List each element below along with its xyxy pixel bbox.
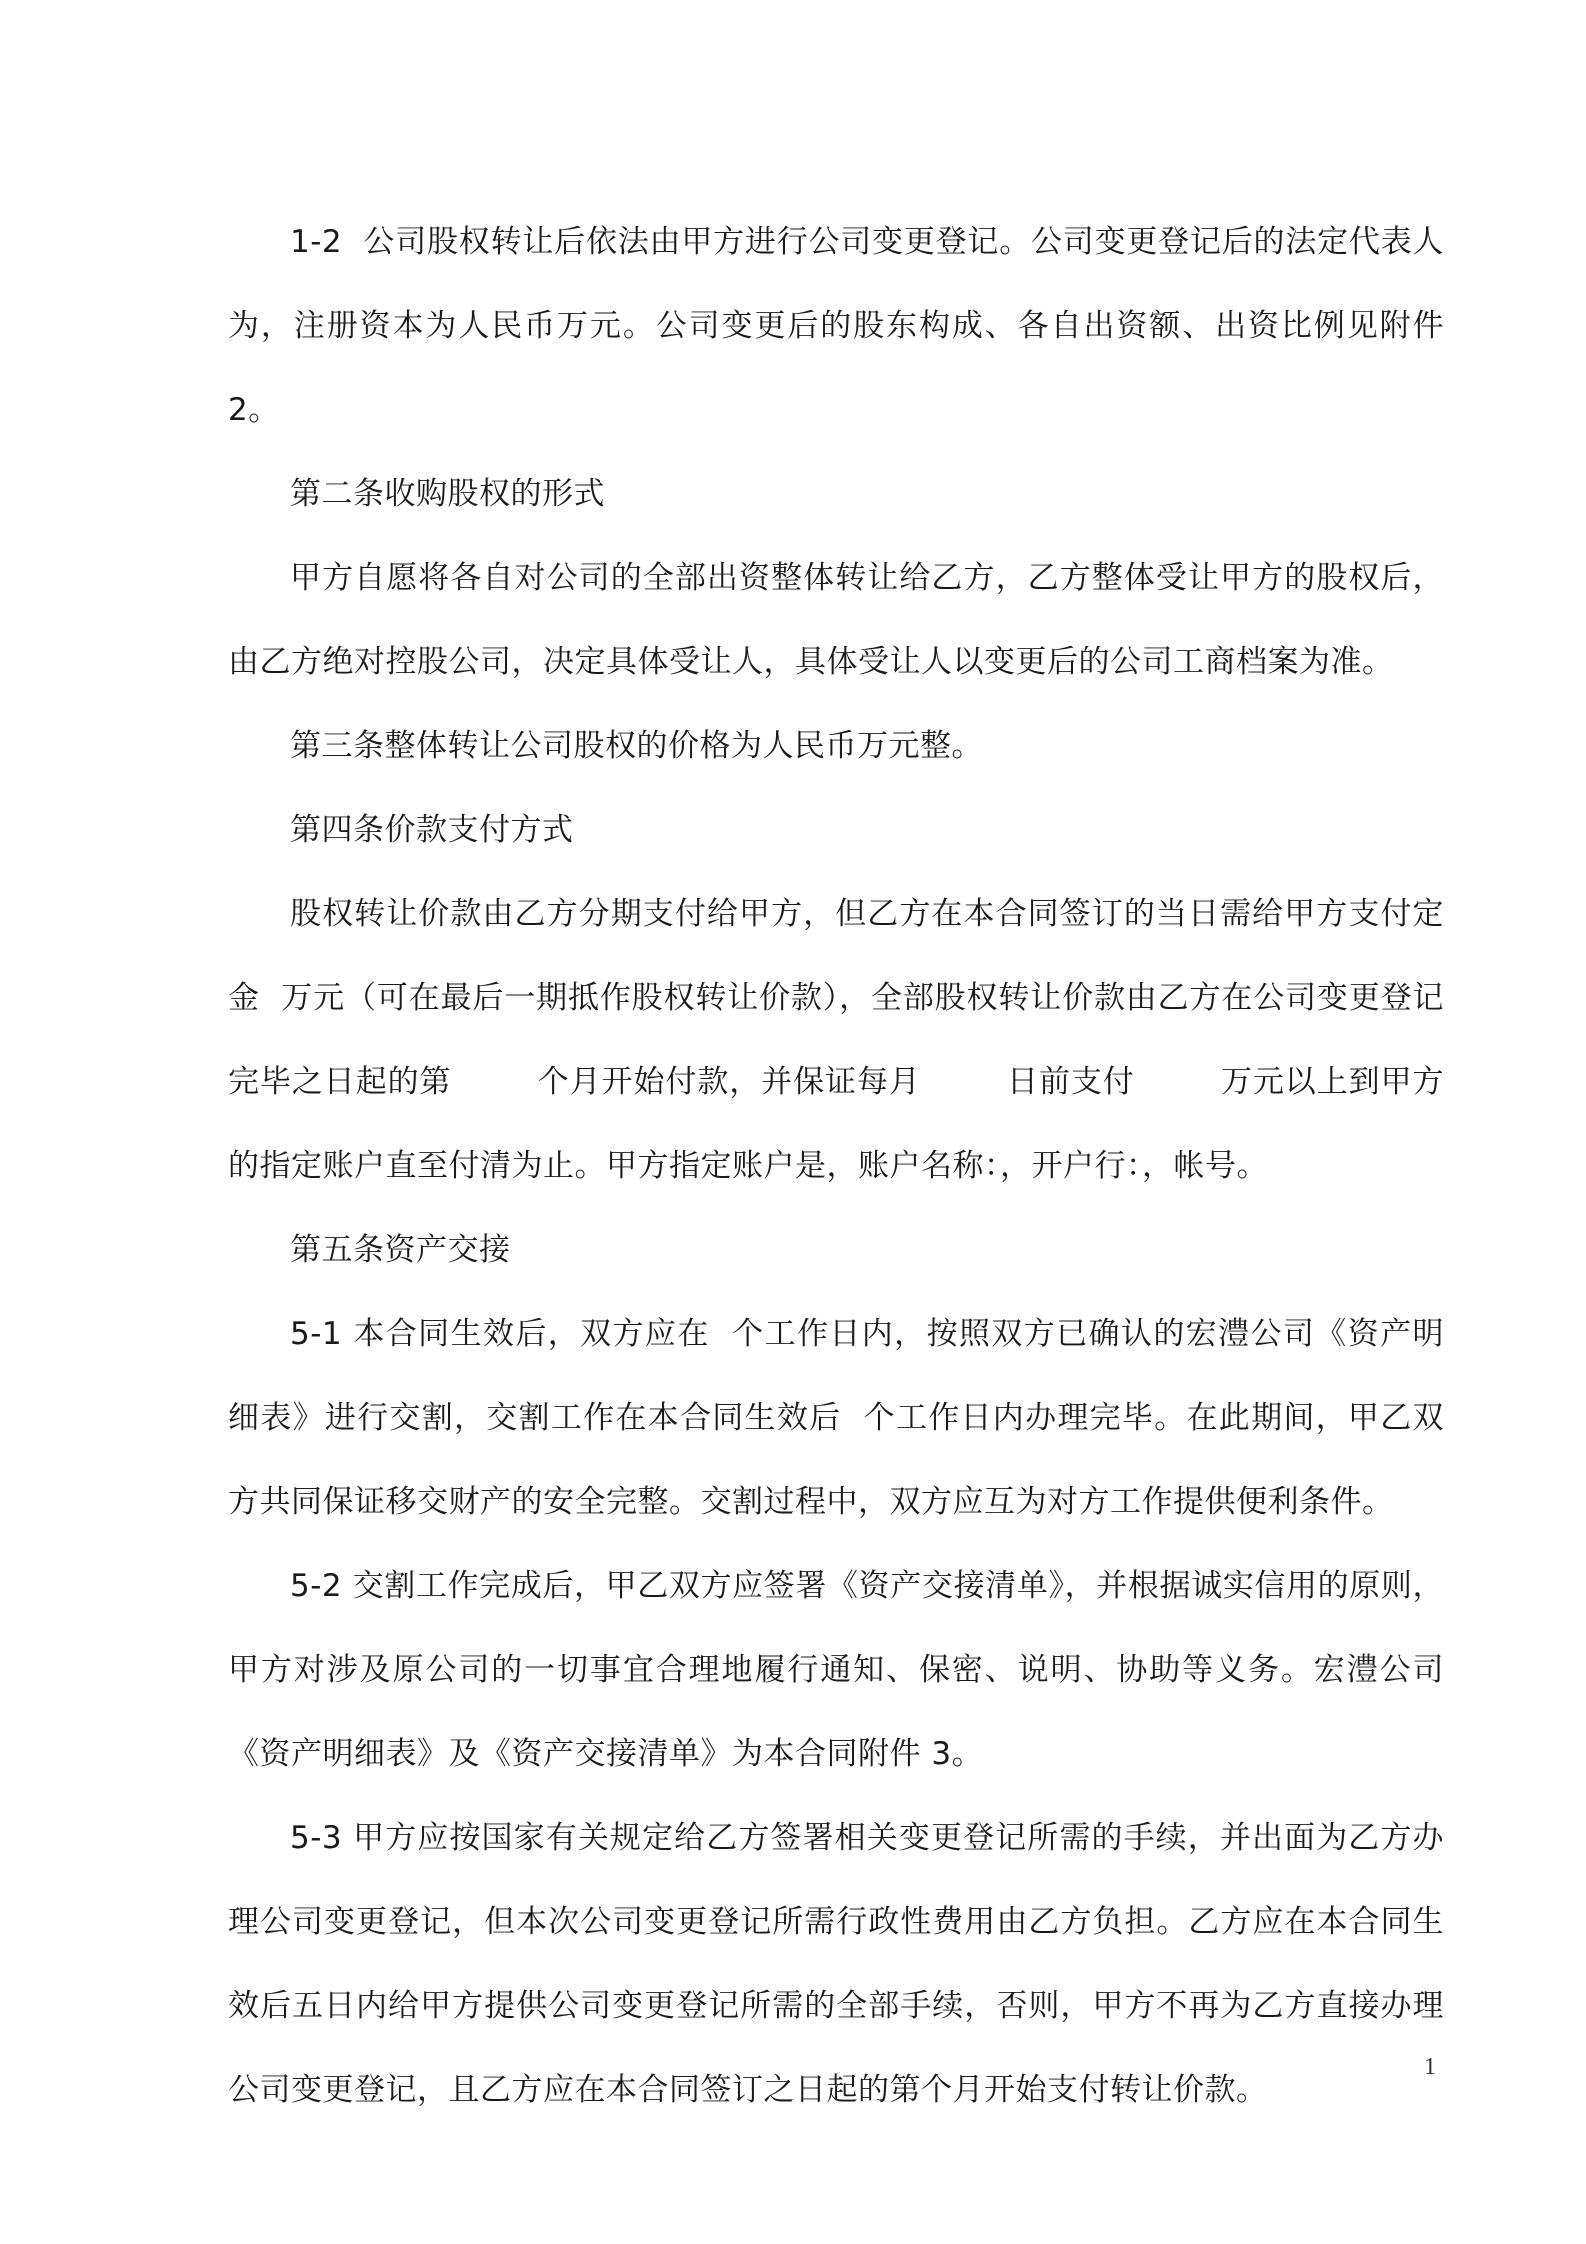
paragraph-5-2: 5-2 交割工作完成后，甲乙双方应签署《资产交接清单》，并根据诚实信用的原则，甲方对涉及原公司的一切事宜合理地履行通知、保密、说明、协助等义务。宏澧公司《资产明细表》及《资产交接清单》为本合同附件 3。 <box>228 1568 1444 1772</box>
paragraph-article-3: 第三条整体转让公司股权的价格为人民币万元整。 <box>290 728 983 764</box>
paragraph-1-2: 1-2 公司股权转让后依法由甲方进行公司变更登记。公司变更登记后的法定代表人为，注册资本为人民币万元。公司变更后的股东构成、各自出资额、出资比例见附件 2。 <box>228 224 1455 428</box>
document-body <box>228 200 1455 2132</box>
paragraph-5-1: 5-1 本合同生效后，双方应在 个工作日内，按照双方已确认的宏澧公司《资产明细表》进行交割，交割工作在本合同生效后 个工作日内办理完毕。在此期间，甲乙双方共同保证移交财产的安全完整。交割过程中，双方应互为对方工作提供便利条件。 <box>228 1316 1444 1520</box>
paragraph-5-3: 5-3 甲方应按国家有关规定给乙方签署相关变更登记所需的手续，并出面为乙方办理公司变更登记，但本次公司变更登记所需行政性费用由乙方负担。乙方应在本合同生效后五日内给甲方提供公司变更登记所需的全部手续，否则，甲方不再为乙方直接办理公司变更登记，且乙方应在本合同签订之日起的第个月开始支付转让价款。 <box>228 1820 1444 2108</box>
paragraph-article-2: 甲方自愿将各自对公司的全部出资整体转让给乙方，乙方整体受让甲方的股权后，由乙方绝对控股公司，决定具体受让人，具体受让人以变更后的公司工商档案为准。 <box>228 560 1444 680</box>
heading-article-4: 第四条价款支付方式 <box>290 812 574 848</box>
heading-article-2: 第二条收购股权的形式 <box>290 476 605 512</box>
paragraph-article-4: 股权转让价款由乙方分期支付给甲方，但乙方在本合同签订的当日需给甲方支付定金 万元（可在最后一期抵作股权转让价款），全部股权转让价款由乙方在公司变更登记完毕之日起的第 个月开始付款，并保证每月 日前支付 万元以上到甲方的指定账户直至付清为止。甲方指定账户是，账户名称：，开户行：，帐号。 <box>228 896 1444 1184</box>
heading-article-5: 第五条资产交接 <box>290 1232 511 1268</box>
page-number: 1 <box>1424 2054 1436 2080</box>
